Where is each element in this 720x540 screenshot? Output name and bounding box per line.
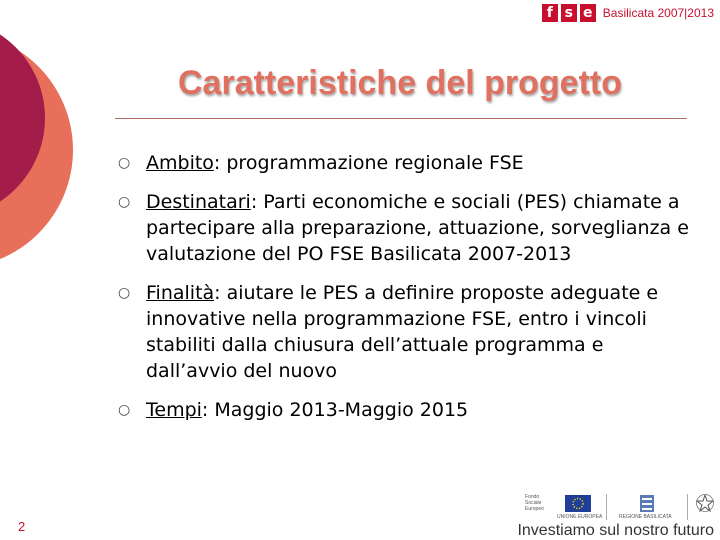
slide-title: Caratteristiche del progetto (178, 64, 622, 102)
circle-bullet-icon: ○ (118, 285, 131, 301)
bullet-text: : Maggio 2013-Maggio 2015 (201, 399, 469, 421)
bullet-text: : Parti economiche e sociali (PES) chiamate a partecipare alla preparazione, attuazione, sorveglianza e valutazione del PO FSE Basilicata 2007-2013 (146, 191, 689, 265)
bullet-item (118, 189, 698, 267)
logo-letter-s: s (561, 4, 577, 22)
circle-bullet-icon: ○ (118, 155, 131, 171)
page-number: 2 (18, 519, 26, 534)
region-label: REGIONE BASILICATA (619, 514, 672, 520)
logo-letter-f: f (542, 4, 558, 22)
bullet-key: Destinatari (146, 191, 251, 213)
logo-text: Basilicata 2007|2013 (602, 6, 714, 20)
bullet-text: : aiutare le PES a definire proposte adeguate e innovative nella programmazione FSE, entro i vincoli stabiliti dalla chiusura dell’attuale programma e dall’avvio del nuovo (146, 282, 659, 382)
bullet-item (118, 150, 698, 176)
circle-bullet-icon: ○ (118, 194, 131, 210)
logo-letter-e: e (580, 4, 596, 22)
bullet-item (118, 280, 698, 384)
italian-republic-emblem-icon (696, 494, 714, 516)
logo-divider (606, 494, 607, 520)
eu-fund-text: Fondo Sociale Europeo (525, 494, 544, 512)
bullet-key: Tempi (146, 399, 202, 421)
eu-label: UNIONE EUROPEA (557, 514, 603, 520)
bullet-key: Finalità (146, 282, 215, 304)
footer-logos (525, 494, 715, 520)
region-crest-icon (640, 495, 654, 512)
title-divider (115, 118, 687, 119)
footer-tagline: Investiamo sul nostro futuro (517, 522, 714, 539)
fse-basilicata-logo (542, 4, 714, 22)
bullet-list (118, 150, 698, 436)
circle-bullet-icon: ○ (118, 402, 131, 418)
bullet-text: : programmazione regionale FSE (213, 152, 524, 174)
logo-divider (687, 494, 688, 520)
eu-flag-icon (565, 495, 591, 512)
bullet-item (118, 397, 698, 423)
bullet-key: Ambito (146, 152, 214, 174)
